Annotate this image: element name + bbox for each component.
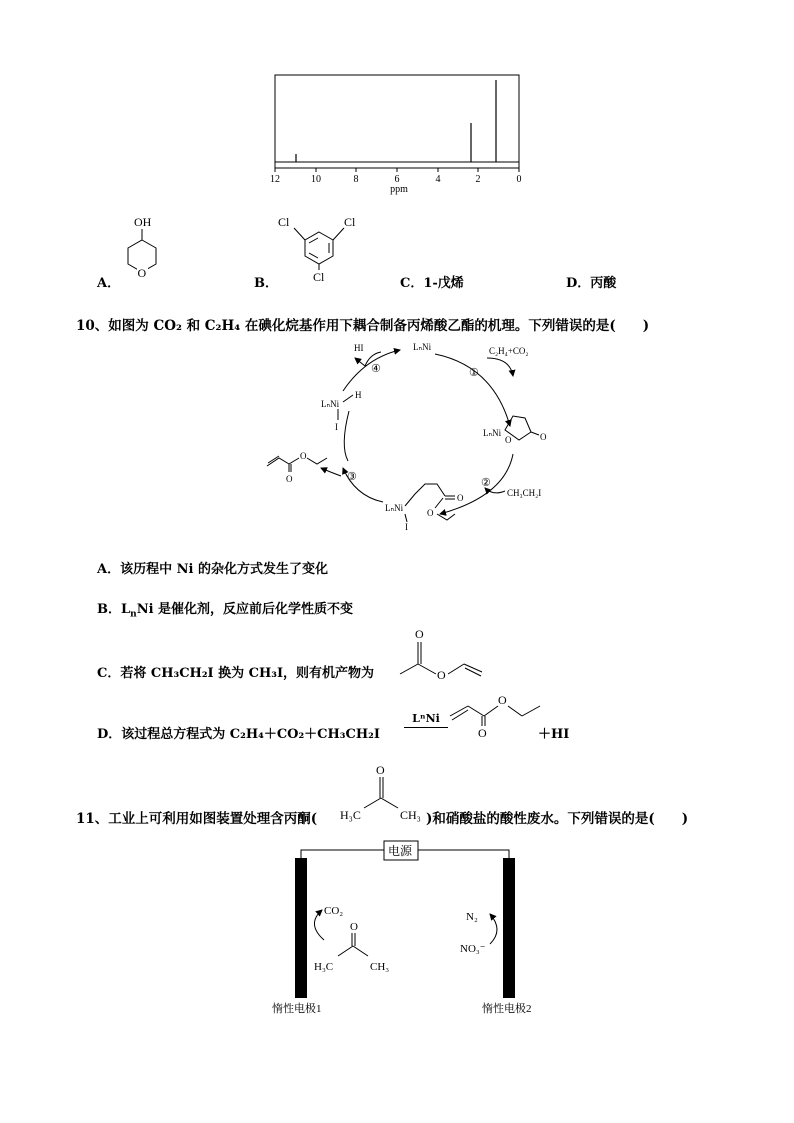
nmr-xlabel: ppm xyxy=(390,184,408,195)
svg-text:O: O xyxy=(415,627,424,641)
nmr-tick: 2 xyxy=(475,174,481,185)
svg-text:CO₂: CO₂ xyxy=(324,905,344,917)
svg-text:CH₃: CH₃ xyxy=(400,808,421,822)
svg-text:O: O xyxy=(427,508,434,518)
option-10b[interactable]: B．$L_nNi$ 是催化剂，反应前后化学性质不变 xyxy=(97,602,354,620)
question-10-stem: 10、如图为 CO₂ 和 C₂H₄ 在碘化烷基作用下耦合制备丙烯酸乙酯的机理。下列错误的是( ) xyxy=(76,318,650,334)
svg-text:I: I xyxy=(405,522,408,532)
question-11-stem-a: 11、工业上可利用如图装置处理含丙酮( xyxy=(76,811,318,827)
svg-text:H₃C: H₃C xyxy=(340,808,361,822)
svg-text:C₂H₄+CO₂: C₂H₄+CO₂ xyxy=(489,346,529,356)
svg-text:LₙNi: LₙNi xyxy=(483,428,502,438)
question-11-stem-b: )和硝酸盐的酸性废水。下列错误的是( ) xyxy=(426,811,689,827)
option-10d[interactable]: D．该过程总方程式为 C₂H₄＋CO₂＋CH₃CH₂I xyxy=(97,727,380,742)
electrode-1 xyxy=(295,858,307,998)
svg-text:O: O xyxy=(437,668,446,682)
svg-text:惰性电极2: 惰性电极2 xyxy=(482,1003,532,1015)
svg-text:Cl: Cl xyxy=(278,215,290,229)
nmr-tick: 0 xyxy=(516,174,522,185)
svg-text:NO₃⁻: NO₃⁻ xyxy=(460,943,486,955)
svg-text:④: ④ xyxy=(371,363,381,375)
svg-text:②: ② xyxy=(481,477,491,489)
nmr-tick: 8 xyxy=(353,174,359,185)
option-10c[interactable]: C．若将 CH₃CH₂I 换为 CH₃I，则有机产物为 xyxy=(97,666,375,681)
svg-text:I: I xyxy=(335,422,338,432)
electrolysis-apparatus xyxy=(272,838,550,1018)
svg-text:O: O xyxy=(505,435,512,445)
svg-text:电源: 电源 xyxy=(388,844,413,858)
svg-text:O: O xyxy=(350,921,358,933)
svg-text:③: ③ xyxy=(347,471,357,483)
svg-text:HI: HI xyxy=(354,343,364,353)
option-a-label[interactable]: A． xyxy=(97,276,121,291)
svg-text:O: O xyxy=(376,763,385,777)
svg-text:N₂: N₂ xyxy=(466,911,478,923)
electrode-2 xyxy=(503,858,515,998)
nmr-spectrum xyxy=(262,70,532,200)
nmr-tick: 6 xyxy=(394,174,400,185)
svg-text:H: H xyxy=(355,390,362,400)
svg-text:CH₃: CH₃ xyxy=(370,961,390,973)
svg-text:Cl: Cl xyxy=(344,215,356,229)
svg-text:O: O xyxy=(286,474,293,484)
nmr-tick: 4 xyxy=(435,174,441,185)
svg-text:OH: OH xyxy=(134,215,152,229)
svg-text:O: O xyxy=(478,726,487,740)
svg-text:O: O xyxy=(498,693,507,707)
catalytic-cycle-diagram xyxy=(255,336,585,536)
acetone-structure xyxy=(336,762,430,824)
svg-text:O: O xyxy=(300,451,307,461)
option-b-label[interactable]: B． xyxy=(254,276,278,291)
svg-text:O: O xyxy=(540,432,547,442)
svg-text:LₙNi: LₙNi xyxy=(321,399,340,409)
vinyl-acetate-structure xyxy=(396,626,496,684)
option-10a[interactable]: A．该历程中 Ni 的杂化方式发生了变化 xyxy=(97,562,328,577)
svg-text:O: O xyxy=(137,266,147,280)
svg-text:惰性电极1: 惰性电极1 xyxy=(272,1003,322,1015)
svg-text:LₙNi: LₙNi xyxy=(413,342,432,352)
nmr-tick: 10 xyxy=(311,174,321,185)
nmr-tick: 12 xyxy=(270,174,280,185)
svg-text:O: O xyxy=(457,493,464,503)
ethyl-acrylate-structure xyxy=(448,690,548,738)
reaction-arrow: LⁿNi xyxy=(404,712,448,734)
svg-text:①: ① xyxy=(469,367,479,379)
svg-text:LₙNi: LₙNi xyxy=(385,503,404,513)
option-10d-tail: ＋HI xyxy=(538,727,570,742)
trichlorobenzene-structure xyxy=(272,210,367,282)
option-d-text[interactable]: D．丙酸 xyxy=(566,276,617,291)
svg-text:CH₃CH₂I: CH₃CH₂I xyxy=(507,488,542,498)
tetrahydropyranol-structure xyxy=(112,210,172,285)
svg-text:H₃C: H₃C xyxy=(314,961,334,973)
option-c-text[interactable]: C．1-戊烯 xyxy=(400,276,464,291)
svg-text:Cl: Cl xyxy=(313,270,325,284)
